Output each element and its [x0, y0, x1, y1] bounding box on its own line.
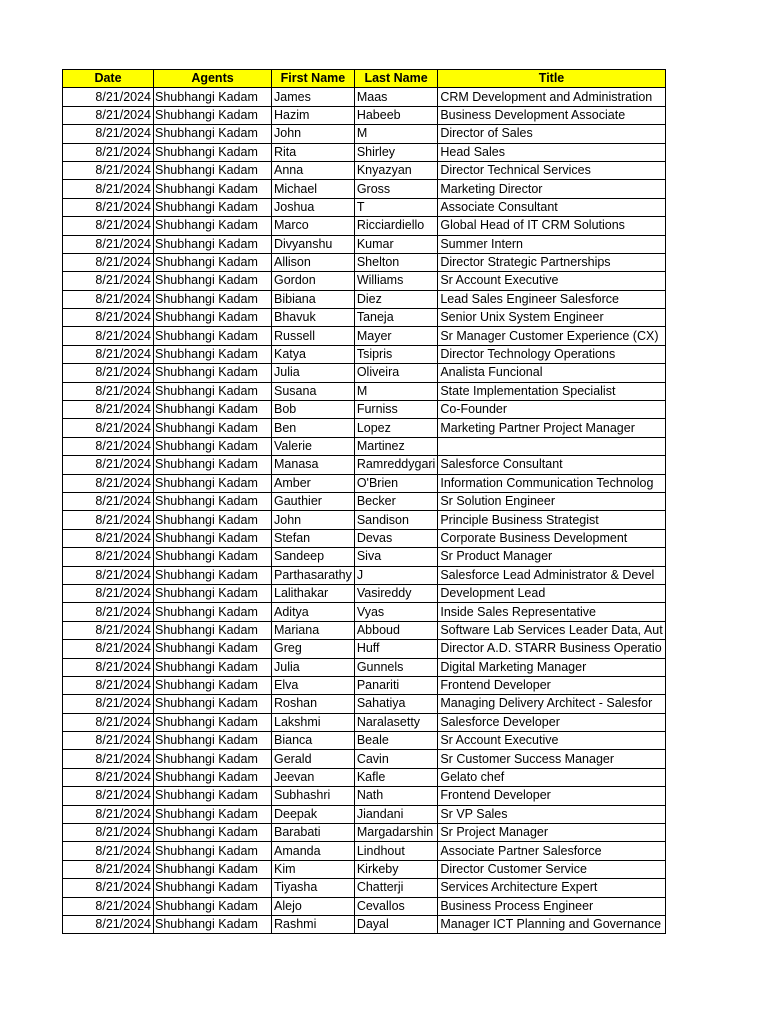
cell-last-name[interactable]: Kirkeby: [354, 860, 438, 878]
cell-title[interactable]: [438, 437, 665, 455]
cell-agent[interactable]: Shubhangi Kadam: [154, 824, 272, 842]
cell-agent[interactable]: Shubhangi Kadam: [154, 676, 272, 694]
table-row: [63, 842, 666, 860]
cell-title[interactable]: Frontend Developer: [438, 787, 665, 805]
table-row: [63, 732, 666, 750]
cell-title[interactable]: Salesforce Consultant: [438, 456, 665, 474]
cell-agent[interactable]: Shubhangi Kadam: [154, 750, 272, 768]
cell-date[interactable]: 8/21/2024: [63, 253, 154, 271]
table-row: [63, 658, 666, 676]
cell-agent[interactable]: Shubhangi Kadam: [154, 860, 272, 878]
cell-first-name[interactable]: Michael: [272, 180, 355, 198]
header-date[interactable]: Date: [63, 70, 154, 88]
cell-date[interactable]: 8/21/2024: [63, 345, 154, 363]
cell-agent[interactable]: Shubhangi Kadam: [154, 640, 272, 658]
cell-last-name[interactable]: Chatterji: [354, 879, 438, 897]
cell-agent[interactable]: Shubhangi Kadam: [154, 309, 272, 327]
cell-date[interactable]: 8/21/2024: [63, 603, 154, 621]
header-first-name[interactable]: First Name: [272, 70, 355, 88]
cell-first-name[interactable]: Ben: [272, 419, 355, 437]
cell-first-name[interactable]: John: [272, 511, 355, 529]
cell-first-name[interactable]: Rashmi: [272, 915, 355, 933]
cell-date[interactable]: 8/21/2024: [63, 217, 154, 235]
spreadsheet: [62, 69, 666, 934]
cell-first-name[interactable]: Valerie: [272, 437, 355, 455]
table-row: [63, 253, 666, 271]
cell-first-name[interactable]: Bibiana: [272, 290, 355, 308]
cell-last-name[interactable]: Beale: [354, 732, 438, 750]
cell-date[interactable]: 8/21/2024: [63, 805, 154, 823]
cell-title[interactable]: Software Lab Services Leader Data, Aut: [438, 621, 665, 639]
table-row: [63, 364, 666, 382]
cell-date[interactable]: 8/21/2024: [63, 824, 154, 842]
cell-last-name[interactable]: Kafle: [354, 768, 438, 786]
cell-title[interactable]: Inside Sales Representative: [438, 603, 665, 621]
cell-last-name[interactable]: Shirley: [354, 143, 438, 161]
cell-title[interactable]: Director Customer Service: [438, 860, 665, 878]
cell-first-name[interactable]: Lakshmi: [272, 713, 355, 731]
cell-title[interactable]: Services Architecture Expert: [438, 879, 665, 897]
cell-first-name[interactable]: Divyanshu: [272, 235, 355, 253]
cell-date[interactable]: 8/21/2024: [63, 364, 154, 382]
cell-last-name[interactable]: M: [354, 382, 438, 400]
cell-agent[interactable]: Shubhangi Kadam: [154, 143, 272, 161]
cell-agent[interactable]: Shubhangi Kadam: [154, 290, 272, 308]
cell-date[interactable]: 8/21/2024: [63, 842, 154, 860]
table-row: [63, 676, 666, 694]
table-row: [63, 474, 666, 492]
cell-title[interactable]: Business Development Associate: [438, 106, 665, 124]
cell-last-name[interactable]: Cavin: [354, 750, 438, 768]
cell-date[interactable]: 8/21/2024: [63, 750, 154, 768]
cell-first-name[interactable]: Roshan: [272, 695, 355, 713]
cell-agent[interactable]: Shubhangi Kadam: [154, 161, 272, 179]
cell-first-name[interactable]: Marco: [272, 217, 355, 235]
header-last-name[interactable]: Last Name: [354, 70, 438, 88]
cell-first-name[interactable]: John: [272, 125, 355, 143]
cell-date[interactable]: 8/21/2024: [63, 272, 154, 290]
cell-agent[interactable]: Shubhangi Kadam: [154, 235, 272, 253]
cell-first-name[interactable]: Barabati: [272, 824, 355, 842]
cell-title[interactable]: Salesforce Developer: [438, 713, 665, 731]
cell-date[interactable]: 8/21/2024: [63, 401, 154, 419]
cell-last-name[interactable]: Shelton: [354, 253, 438, 271]
cell-last-name[interactable]: Knyazyan: [354, 161, 438, 179]
cell-title[interactable]: Sr Account Executive: [438, 272, 665, 290]
cell-title[interactable]: Co-Founder: [438, 401, 665, 419]
cell-last-name[interactable]: Martinez: [354, 437, 438, 455]
cell-last-name[interactable]: Siva: [354, 548, 438, 566]
cell-date[interactable]: 8/21/2024: [63, 676, 154, 694]
table-row: [63, 805, 666, 823]
cell-first-name[interactable]: James: [272, 88, 355, 106]
cell-first-name[interactable]: Greg: [272, 640, 355, 658]
table-row: [63, 88, 666, 106]
cell-agent[interactable]: Shubhangi Kadam: [154, 253, 272, 271]
cell-last-name[interactable]: Mayer: [354, 327, 438, 345]
cell-title[interactable]: Development Lead: [438, 584, 665, 602]
cell-agent[interactable]: Shubhangi Kadam: [154, 419, 272, 437]
cell-date[interactable]: 8/21/2024: [63, 327, 154, 345]
cell-agent[interactable]: Shubhangi Kadam: [154, 401, 272, 419]
cell-agent[interactable]: Shubhangi Kadam: [154, 327, 272, 345]
cell-title[interactable]: Sr Manager Customer Experience (CX): [438, 327, 665, 345]
cell-last-name[interactable]: Becker: [354, 492, 438, 510]
cell-agent[interactable]: Shubhangi Kadam: [154, 713, 272, 731]
cell-first-name[interactable]: Bianca: [272, 732, 355, 750]
cell-first-name[interactable]: Deepak: [272, 805, 355, 823]
cell-last-name[interactable]: Dayal: [354, 915, 438, 933]
cell-last-name[interactable]: Sandison: [354, 511, 438, 529]
cell-last-name[interactable]: Diez: [354, 290, 438, 308]
cell-last-name[interactable]: Abboud: [354, 621, 438, 639]
cell-agent[interactable]: Shubhangi Kadam: [154, 584, 272, 602]
table-row: [63, 106, 666, 124]
cell-date[interactable]: 8/21/2024: [63, 621, 154, 639]
table-row: [63, 750, 666, 768]
cell-title[interactable]: Frontend Developer: [438, 676, 665, 694]
cell-date[interactable]: 8/21/2024: [63, 860, 154, 878]
table-row: [63, 401, 666, 419]
cell-first-name[interactable]: Jeevan: [272, 768, 355, 786]
cell-agent[interactable]: Shubhangi Kadam: [154, 217, 272, 235]
cell-last-name[interactable]: T: [354, 198, 438, 216]
cell-first-name[interactable]: Russell: [272, 327, 355, 345]
table-row: [63, 787, 666, 805]
cell-agent[interactable]: Shubhangi Kadam: [154, 805, 272, 823]
cell-date[interactable]: 8/21/2024: [63, 713, 154, 731]
cell-date[interactable]: 8/21/2024: [63, 658, 154, 676]
cell-first-name[interactable]: Allison: [272, 253, 355, 271]
cell-title[interactable]: Sr Product Manager: [438, 548, 665, 566]
cell-first-name[interactable]: Tiyasha: [272, 879, 355, 897]
cell-last-name[interactable]: Nath: [354, 787, 438, 805]
cell-title[interactable]: Sr Solution Engineer: [438, 492, 665, 510]
cell-agent[interactable]: Shubhangi Kadam: [154, 492, 272, 510]
cell-first-name[interactable]: Amber: [272, 474, 355, 492]
cell-last-name[interactable]: Williams: [354, 272, 438, 290]
cell-agent[interactable]: Shubhangi Kadam: [154, 511, 272, 529]
cell-first-name[interactable]: Susana: [272, 382, 355, 400]
table-row: [63, 345, 666, 363]
cell-date[interactable]: 8/21/2024: [63, 768, 154, 786]
cell-title[interactable]: Salesforce Lead Administrator & Devel: [438, 566, 665, 584]
cell-last-name[interactable]: Ricciardiello: [354, 217, 438, 235]
cell-agent[interactable]: Shubhangi Kadam: [154, 621, 272, 639]
cell-agent[interactable]: Shubhangi Kadam: [154, 768, 272, 786]
cell-last-name[interactable]: Cevallos: [354, 897, 438, 915]
cell-title[interactable]: Director Technology Operations: [438, 345, 665, 363]
table-row: [63, 584, 666, 602]
cell-title[interactable]: Head Sales: [438, 143, 665, 161]
cell-last-name[interactable]: Tsipris: [354, 345, 438, 363]
cell-first-name[interactable]: Manasa: [272, 456, 355, 474]
cell-agent[interactable]: Shubhangi Kadam: [154, 897, 272, 915]
cell-title[interactable]: Managing Delivery Architect - Salesfor: [438, 695, 665, 713]
table-row: [63, 437, 666, 455]
header-agents[interactable]: Agents: [154, 70, 272, 88]
cell-agent[interactable]: Shubhangi Kadam: [154, 456, 272, 474]
cell-first-name[interactable]: Katya: [272, 345, 355, 363]
cell-date[interactable]: 8/21/2024: [63, 474, 154, 492]
table-row: [63, 327, 666, 345]
cell-first-name[interactable]: Gerald: [272, 750, 355, 768]
table-row: [63, 566, 666, 584]
cell-date[interactable]: 8/21/2024: [63, 640, 154, 658]
cell-title[interactable]: Gelato chef: [438, 768, 665, 786]
cell-agent[interactable]: Shubhangi Kadam: [154, 345, 272, 363]
cell-title[interactable]: Director Technical Services: [438, 161, 665, 179]
table-row: [63, 125, 666, 143]
cell-last-name[interactable]: Taneja: [354, 309, 438, 327]
cell-first-name[interactable]: Stefan: [272, 529, 355, 547]
cell-title[interactable]: Digital Marketing Manager: [438, 658, 665, 676]
cell-date[interactable]: 8/21/2024: [63, 290, 154, 308]
table-row: [63, 180, 666, 198]
cell-date[interactable]: 8/21/2024: [63, 125, 154, 143]
table-row: [63, 897, 666, 915]
cell-first-name[interactable]: Parthasarathy: [272, 566, 355, 584]
table-row: [63, 198, 666, 216]
cell-date[interactable]: 8/21/2024: [63, 732, 154, 750]
cell-last-name[interactable]: Jiandani: [354, 805, 438, 823]
cell-agent[interactable]: Shubhangi Kadam: [154, 437, 272, 455]
cell-agent[interactable]: Shubhangi Kadam: [154, 88, 272, 106]
cell-date[interactable]: 8/21/2024: [63, 106, 154, 124]
cell-date[interactable]: 8/21/2024: [63, 88, 154, 106]
table-row: [63, 492, 666, 510]
table-body: [63, 88, 666, 934]
cell-first-name[interactable]: Subhashri: [272, 787, 355, 805]
cell-first-name[interactable]: Amanda: [272, 842, 355, 860]
cell-agent[interactable]: Shubhangi Kadam: [154, 842, 272, 860]
cell-last-name[interactable]: Lindhout: [354, 842, 438, 860]
cell-agent[interactable]: Shubhangi Kadam: [154, 658, 272, 676]
cell-date[interactable]: 8/21/2024: [63, 309, 154, 327]
cell-agent[interactable]: Shubhangi Kadam: [154, 272, 272, 290]
cell-first-name[interactable]: Elva: [272, 676, 355, 694]
table-row: [63, 548, 666, 566]
cell-date[interactable]: 8/21/2024: [63, 180, 154, 198]
cell-date[interactable]: 8/21/2024: [63, 879, 154, 897]
contacts-table: [62, 69, 666, 934]
cell-title[interactable]: Manager ICT Planning and Governance: [438, 915, 665, 933]
cell-date[interactable]: 8/21/2024: [63, 235, 154, 253]
cell-last-name[interactable]: Habeeb: [354, 106, 438, 124]
cell-last-name[interactable]: J: [354, 566, 438, 584]
cell-first-name[interactable]: Gordon: [272, 272, 355, 290]
cell-date[interactable]: 8/21/2024: [63, 143, 154, 161]
table-row: [63, 824, 666, 842]
cell-last-name[interactable]: Vyas: [354, 603, 438, 621]
cell-date[interactable]: 8/21/2024: [63, 456, 154, 474]
table-row: [63, 621, 666, 639]
cell-last-name[interactable]: Gunnels: [354, 658, 438, 676]
cell-last-name[interactable]: Huff: [354, 640, 438, 658]
cell-agent[interactable]: Shubhangi Kadam: [154, 695, 272, 713]
cell-last-name[interactable]: Sahatiya: [354, 695, 438, 713]
cell-title[interactable]: Corporate Business Development: [438, 529, 665, 547]
table-row: [63, 272, 666, 290]
cell-date[interactable]: 8/21/2024: [63, 198, 154, 216]
table-row: [63, 419, 666, 437]
cell-agent[interactable]: Shubhangi Kadam: [154, 382, 272, 400]
cell-first-name[interactable]: Bob: [272, 401, 355, 419]
table-row: [63, 161, 666, 179]
cell-agent[interactable]: Shubhangi Kadam: [154, 915, 272, 933]
cell-date[interactable]: 8/21/2024: [63, 529, 154, 547]
cell-agent[interactable]: Shubhangi Kadam: [154, 548, 272, 566]
cell-title[interactable]: Associate Partner Salesforce: [438, 842, 665, 860]
cell-agent[interactable]: Shubhangi Kadam: [154, 364, 272, 382]
table-row: [63, 603, 666, 621]
cell-date[interactable]: 8/21/2024: [63, 787, 154, 805]
cell-first-name[interactable]: Sandeep: [272, 548, 355, 566]
cell-first-name[interactable]: Julia: [272, 364, 355, 382]
header-row: [63, 70, 666, 88]
cell-title[interactable]: Information Communication Technolog: [438, 474, 665, 492]
cell-agent[interactable]: Shubhangi Kadam: [154, 125, 272, 143]
cell-last-name[interactable]: Gross: [354, 180, 438, 198]
table-row: [63, 860, 666, 878]
table-row: [63, 768, 666, 786]
cell-first-name[interactable]: Gauthier: [272, 492, 355, 510]
table-row: [63, 511, 666, 529]
cell-last-name[interactable]: Panariti: [354, 676, 438, 694]
cell-title[interactable]: Marketing Director: [438, 180, 665, 198]
cell-title[interactable]: CRM Development and Administration: [438, 88, 665, 106]
table-row: [63, 382, 666, 400]
cell-date[interactable]: 8/21/2024: [63, 566, 154, 584]
cell-first-name[interactable]: Mariana: [272, 621, 355, 639]
cell-agent[interactable]: Shubhangi Kadam: [154, 566, 272, 584]
cell-date[interactable]: 8/21/2024: [63, 695, 154, 713]
cell-first-name[interactable]: Alejo: [272, 897, 355, 915]
cell-agent[interactable]: Shubhangi Kadam: [154, 603, 272, 621]
table-row: [63, 695, 666, 713]
cell-agent[interactable]: Shubhangi Kadam: [154, 879, 272, 897]
cell-title[interactable]: Senior Unix System Engineer: [438, 309, 665, 327]
cell-last-name[interactable]: Kumar: [354, 235, 438, 253]
table-row: [63, 879, 666, 897]
table-row: [63, 456, 666, 474]
cell-title[interactable]: Global Head of IT CRM Solutions: [438, 217, 665, 235]
cell-title[interactable]: Business Process Engineer: [438, 897, 665, 915]
cell-last-name[interactable]: Ramreddygari: [354, 456, 438, 474]
cell-title[interactable]: State Implementation Specialist: [438, 382, 665, 400]
cell-agent[interactable]: Shubhangi Kadam: [154, 787, 272, 805]
cell-agent[interactable]: Shubhangi Kadam: [154, 198, 272, 216]
cell-title[interactable]: Principle Business Strategist: [438, 511, 665, 529]
cell-date[interactable]: 8/21/2024: [63, 437, 154, 455]
cell-date[interactable]: 8/21/2024: [63, 915, 154, 933]
cell-date[interactable]: 8/21/2024: [63, 511, 154, 529]
cell-date[interactable]: 8/21/2024: [63, 548, 154, 566]
table-row: [63, 235, 666, 253]
cell-last-name[interactable]: Naralasetty: [354, 713, 438, 731]
cell-agent[interactable]: Shubhangi Kadam: [154, 106, 272, 124]
cell-last-name[interactable]: Devas: [354, 529, 438, 547]
cell-title[interactable]: Sr Project Manager: [438, 824, 665, 842]
cell-title[interactable]: Summer Intern: [438, 235, 665, 253]
header-title[interactable]: Title: [438, 70, 665, 88]
table-row: [63, 640, 666, 658]
cell-last-name[interactable]: Margadarshin: [354, 824, 438, 842]
cell-first-name[interactable]: Kim: [272, 860, 355, 878]
cell-last-name[interactable]: Oliveira: [354, 364, 438, 382]
cell-agent[interactable]: Shubhangi Kadam: [154, 529, 272, 547]
table-row: [63, 143, 666, 161]
cell-first-name[interactable]: Aditya: [272, 603, 355, 621]
cell-title[interactable]: Analista Funcional: [438, 364, 665, 382]
cell-first-name[interactable]: Rita: [272, 143, 355, 161]
table-row: [63, 713, 666, 731]
cell-first-name[interactable]: Anna: [272, 161, 355, 179]
cell-last-name[interactable]: Furniss: [354, 401, 438, 419]
cell-date[interactable]: 8/21/2024: [63, 419, 154, 437]
cell-last-name[interactable]: Lopez: [354, 419, 438, 437]
cell-agent[interactable]: Shubhangi Kadam: [154, 180, 272, 198]
table-row: [63, 915, 666, 933]
table-row: [63, 290, 666, 308]
cell-agent[interactable]: Shubhangi Kadam: [154, 732, 272, 750]
cell-title[interactable]: Marketing Partner Project Manager: [438, 419, 665, 437]
cell-date[interactable]: 8/21/2024: [63, 492, 154, 510]
cell-title[interactable]: Sr Account Executive: [438, 732, 665, 750]
cell-first-name[interactable]: Bhavuk: [272, 309, 355, 327]
cell-title[interactable]: Sr Customer Success Manager: [438, 750, 665, 768]
table-row: [63, 309, 666, 327]
cell-first-name[interactable]: Lalithakar: [272, 584, 355, 602]
cell-last-name[interactable]: M: [354, 125, 438, 143]
cell-title[interactable]: Sr VP Sales: [438, 805, 665, 823]
cell-agent[interactable]: Shubhangi Kadam: [154, 474, 272, 492]
cell-first-name[interactable]: Joshua: [272, 198, 355, 216]
cell-date[interactable]: 8/21/2024: [63, 161, 154, 179]
cell-last-name[interactable]: Maas: [354, 88, 438, 106]
cell-date[interactable]: 8/21/2024: [63, 897, 154, 915]
cell-date[interactable]: 8/21/2024: [63, 382, 154, 400]
cell-last-name[interactable]: Vasireddy: [354, 584, 438, 602]
cell-first-name[interactable]: Hazim: [272, 106, 355, 124]
table-row: [63, 529, 666, 547]
cell-title[interactable]: Director Strategic Partnerships: [438, 253, 665, 271]
table-row: [63, 217, 666, 235]
cell-title[interactable]: Director A.D. STARR Business Operatio: [438, 640, 665, 658]
cell-title[interactable]: Director of Sales: [438, 125, 665, 143]
cell-first-name[interactable]: Julia: [272, 658, 355, 676]
cell-date[interactable]: 8/21/2024: [63, 584, 154, 602]
cell-title[interactable]: Associate Consultant: [438, 198, 665, 216]
cell-title[interactable]: Lead Sales Engineer Salesforce: [438, 290, 665, 308]
cell-last-name[interactable]: O'Brien: [354, 474, 438, 492]
